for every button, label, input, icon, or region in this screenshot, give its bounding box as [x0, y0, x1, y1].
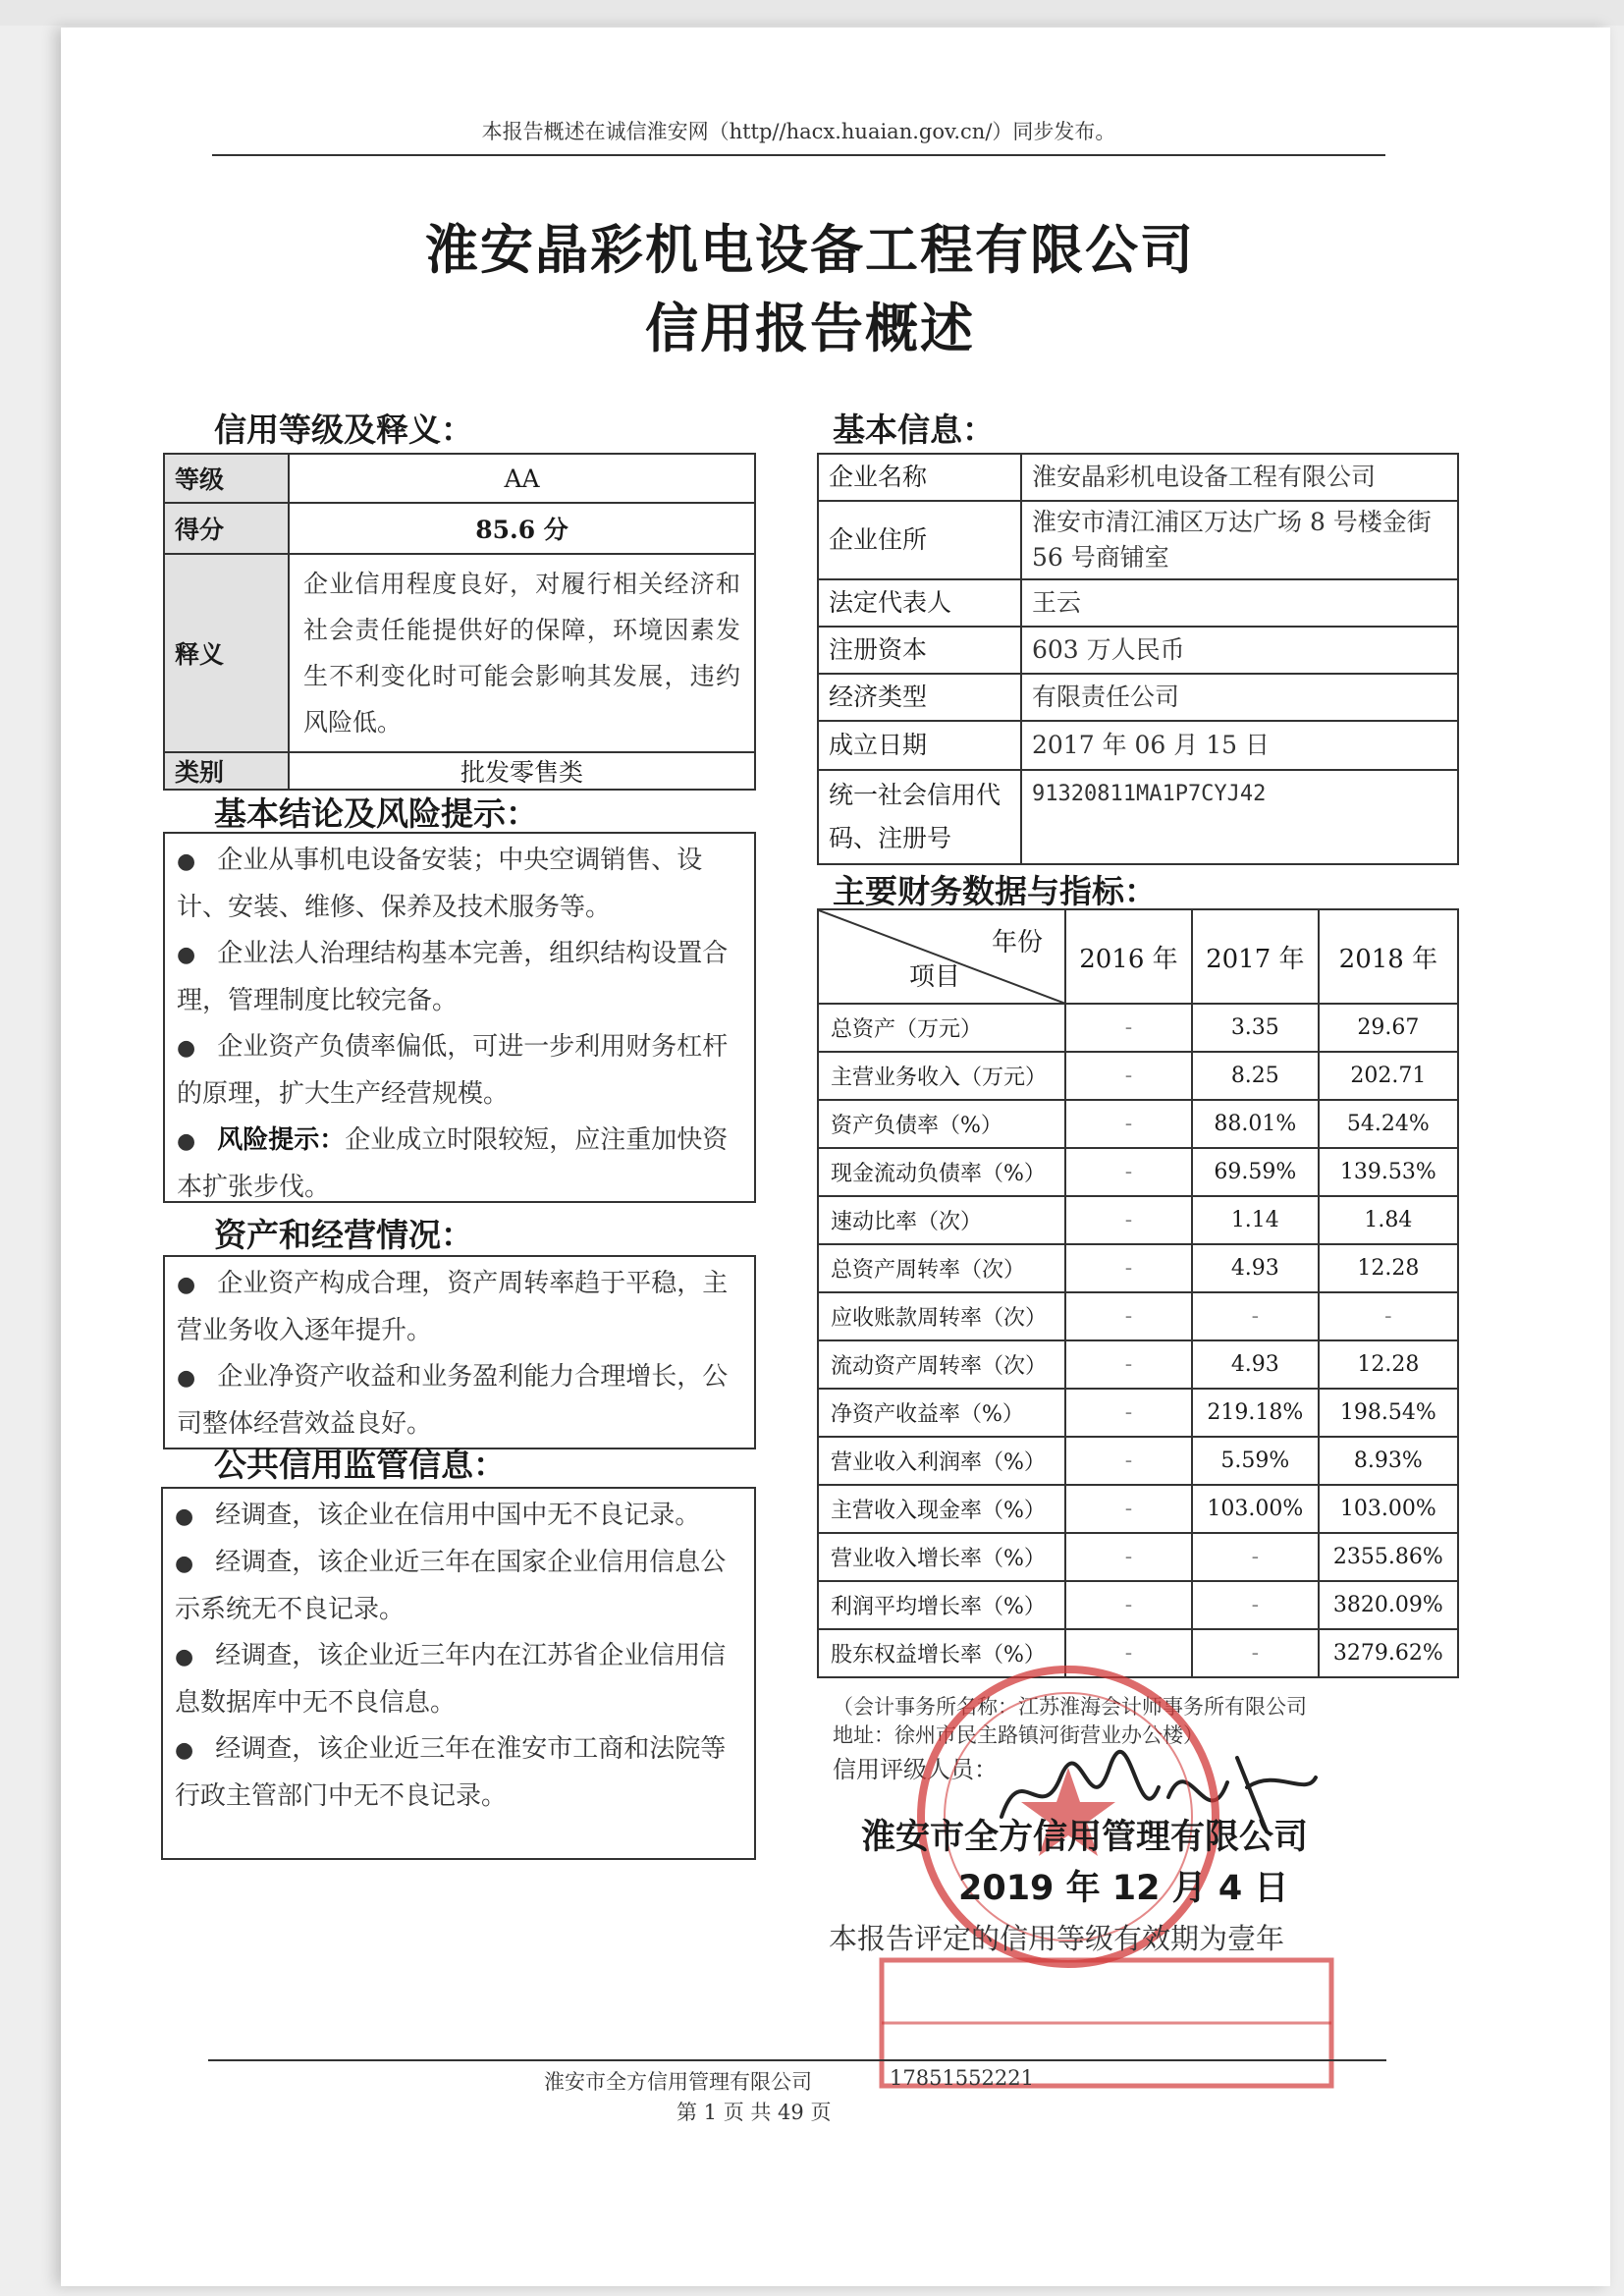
- basic-value: 淮安晶彩机电设备工程有限公司: [1021, 454, 1458, 501]
- basic-key: 统一社会信用代码、注册号: [818, 770, 1021, 864]
- issue-date: 2019 年 12 月 4 日: [958, 1869, 1289, 1908]
- page-title-subtitle: 信用报告概述: [645, 298, 975, 359]
- list-item: ● 经调查，该企业近三年在淮安市工商和法院等行政主管部门中无不良记录。: [175, 1734, 727, 1811]
- finance-item: 资产负债率（%）: [818, 1100, 1065, 1148]
- finance-value: 4.93: [1192, 1244, 1319, 1292]
- year-header: 2017 年: [1192, 909, 1319, 1004]
- category-value: 批发零售类: [289, 752, 755, 790]
- finance-value: 8.25: [1192, 1052, 1319, 1100]
- rater-label: 信用评级人员：: [833, 1756, 998, 1783]
- finance-value: 12.28: [1319, 1340, 1458, 1389]
- table-row: [818, 1148, 1458, 1196]
- finance-value: -: [1065, 1485, 1192, 1533]
- footer-divider: [208, 2059, 1386, 2061]
- finance-value: 1.84: [1319, 1196, 1458, 1244]
- scan-top-edge: [0, 0, 1624, 26]
- finance-heading: 主要财务数据与指标：: [833, 872, 1157, 910]
- basic-key: 企业名称: [818, 454, 1021, 501]
- finance-value: 29.67: [1319, 1004, 1458, 1052]
- bullet-icon: ●: [177, 942, 196, 967]
- finance-table: [817, 908, 1459, 1678]
- basic-heading: 基本信息：: [833, 410, 995, 449]
- score-label: 得分: [164, 503, 289, 554]
- table-row: [818, 1052, 1458, 1100]
- finance-value: -: [1192, 1581, 1319, 1629]
- table-row: [818, 1533, 1458, 1581]
- header-note: 本报告概述在诚信淮安网（http//hacx.huaian.gov.cn/）同步发布。: [481, 120, 1116, 143]
- finance-value: 202.71: [1319, 1052, 1458, 1100]
- category-label: 类别: [164, 752, 289, 790]
- bullet-icon: ●: [175, 1551, 194, 1576]
- finance-value: 69.59%: [1192, 1148, 1319, 1196]
- table-row: [818, 1389, 1458, 1437]
- table-row: [818, 1292, 1458, 1340]
- credit-grade-table: [163, 453, 756, 791]
- finance-value: 5.59%: [1192, 1437, 1319, 1485]
- finance-value: 12.28: [1319, 1244, 1458, 1292]
- grade-value: AA: [289, 454, 755, 503]
- finance-value: 8.93%: [1319, 1437, 1458, 1485]
- header-divider: [212, 154, 1385, 156]
- table-row: [818, 1196, 1458, 1244]
- finance-item: 股东权益增长率（%）: [818, 1629, 1065, 1677]
- conclusion-heading: 基本结论及风险提示：: [214, 794, 538, 833]
- finance-item: 总资产（万元）: [818, 1004, 1065, 1052]
- finance-item: 主营收入现金率（%）: [818, 1485, 1065, 1533]
- supervision-box: [161, 1487, 756, 1860]
- year-header: 2018 年: [1319, 909, 1458, 1004]
- corner-year-label: 年份: [991, 928, 1043, 957]
- basic-value: 淮安市清江浦区万达广场 8 号楼金街 56 号商铺室: [1021, 501, 1458, 579]
- validity-note: 本报告评定的信用等级有效期为壹年: [829, 1922, 1285, 1955]
- bullet-icon: ●: [177, 1035, 196, 1061]
- table-row: [818, 1581, 1458, 1629]
- finance-value: -: [1065, 1340, 1192, 1389]
- operations-box: [163, 1255, 756, 1449]
- finance-value: -: [1065, 1389, 1192, 1437]
- finance-value: -: [1065, 1533, 1192, 1581]
- finance-value: 198.54%: [1319, 1389, 1458, 1437]
- finance-value: -: [1065, 1004, 1192, 1052]
- basic-info-table: [817, 453, 1459, 865]
- basic-key: 法定代表人: [818, 579, 1021, 627]
- list-item: ● 经调查，该企业在信用中国中无不良记录。: [175, 1501, 701, 1530]
- finance-value: -: [1319, 1292, 1458, 1340]
- finance-item: 应收账款周转率（次）: [818, 1292, 1065, 1340]
- bullet-icon: ●: [177, 1272, 196, 1297]
- basic-key: 经济类型: [818, 674, 1021, 721]
- finance-value: 88.01%: [1192, 1100, 1319, 1148]
- basic-value: 有限责任公司: [1021, 674, 1458, 721]
- finance-value: -: [1065, 1196, 1192, 1244]
- score-value: 85.6 分: [289, 503, 755, 554]
- finance-value: -: [1065, 1629, 1192, 1677]
- finance-value: 103.00%: [1319, 1485, 1458, 1533]
- finance-value: -: [1065, 1581, 1192, 1629]
- supervision-heading: 公共信用监管信息：: [214, 1446, 506, 1484]
- list-item: ● 风险提示：企业成立时限较短，应注重加快资本扩张步伐。: [177, 1125, 729, 1202]
- finance-value: -: [1065, 1244, 1192, 1292]
- address-note: 地址：徐州市民主路镇河街营业办公楼）: [833, 1723, 1204, 1747]
- finance-value: 3820.09%: [1319, 1581, 1458, 1629]
- bullet-icon: ●: [175, 1644, 194, 1669]
- basic-value: 91320811MA1P7CYJ42: [1021, 770, 1458, 864]
- finance-item: 净资产收益率（%）: [818, 1389, 1065, 1437]
- finance-item: 总资产周转率（次）: [818, 1244, 1065, 1292]
- list-item: ● 企业资产构成合理，资产周转率趋于平稳，主营业务收入逐年提升。: [177, 1269, 729, 1345]
- bullet-icon: ●: [177, 1365, 196, 1391]
- list-item: ● 企业从事机电设备安装；中央空调销售、设计、安装、维修、保养及技术服务等。: [177, 846, 703, 922]
- basic-value: 王云: [1021, 579, 1458, 627]
- table-row: [818, 1485, 1458, 1533]
- basic-key: 注册资本: [818, 627, 1021, 674]
- table-row: [818, 1100, 1458, 1148]
- corner-item-label: 项目: [909, 962, 961, 992]
- basic-value: 2017 年 06 月 15 日: [1021, 721, 1458, 770]
- finance-value: 103.00%: [1192, 1485, 1319, 1533]
- finance-value: 3279.62%: [1319, 1629, 1458, 1677]
- finance-value: -: [1065, 1437, 1192, 1485]
- finance-value: -: [1065, 1292, 1192, 1340]
- finance-item: 主营业务收入（万元）: [818, 1052, 1065, 1100]
- finance-value: 2355.86%: [1319, 1533, 1458, 1581]
- finance-value: -: [1065, 1100, 1192, 1148]
- basic-key: 成立日期: [818, 721, 1021, 770]
- basic-value: 603 万人民币: [1021, 627, 1458, 674]
- desc-value: 企业信用程度良好，对履行相关经济和社会责任能提供好的保障，环境因素发生不利变化时可能会影响其发展，违约风险低。: [289, 554, 755, 752]
- year-header: 2016 年: [1065, 909, 1192, 1004]
- credit-heading: 信用等级及释义：: [214, 410, 473, 449]
- list-item: ● 企业净资产收益和业务盈利能力合理增长，公司整体经营效益良好。: [177, 1362, 729, 1439]
- bullet-icon: ●: [175, 1503, 194, 1529]
- footer-phone: 17851552221: [890, 2066, 1034, 2090]
- finance-item: 营业收入增长率（%）: [818, 1533, 1065, 1581]
- bullet-icon: ●: [175, 1737, 194, 1763]
- finance-value: -: [1192, 1292, 1319, 1340]
- table-row: [818, 1437, 1458, 1485]
- finance-value: -: [1192, 1629, 1319, 1677]
- grade-label: 等级: [164, 454, 289, 503]
- bullet-icon: ●: [177, 848, 196, 874]
- finance-value: 219.18%: [1192, 1389, 1319, 1437]
- finance-value: 1.14: [1192, 1196, 1319, 1244]
- table-row: [818, 1244, 1458, 1292]
- finance-item: 现金流动负债率（%）: [818, 1148, 1065, 1196]
- bullet-icon: ●: [177, 1128, 196, 1154]
- finance-value: -: [1065, 1052, 1192, 1100]
- finance-value: -: [1065, 1148, 1192, 1196]
- finance-value: 3.35: [1192, 1004, 1319, 1052]
- list-item: ● 企业法人治理结构基本完善，组织结构设置合理，管理制度比较完备。: [177, 939, 729, 1015]
- issuer-name: 淮安市全方信用管理有限公司: [861, 1818, 1309, 1857]
- finance-value: 139.53%: [1319, 1148, 1458, 1196]
- table-row: [818, 1340, 1458, 1389]
- finance-value: 54.24%: [1319, 1100, 1458, 1148]
- desc-label: 释义: [164, 554, 289, 752]
- list-item: ● 经调查，该企业近三年在国家企业信用信息公示系统无不良记录。: [175, 1548, 727, 1624]
- finance-item: 速动比率（次）: [818, 1196, 1065, 1244]
- finance-item: 利润平均增长率（%）: [818, 1581, 1065, 1629]
- footer-page: 第 1 页 共 49 页: [677, 2101, 832, 2124]
- table-row: [818, 1004, 1458, 1052]
- list-item: ● 经调查，该企业近三年内在江苏省企业信用信息数据库中无不良信息。: [175, 1641, 727, 1718]
- list-item: ● 企业资产负债率偏低，可进一步利用财务杠杆的原理，扩大生产经营规模。: [177, 1032, 729, 1109]
- accounting-firm-note: （会计事务所名称：江苏淮海会计师事务所有限公司: [833, 1695, 1307, 1719]
- operations-heading: 资产和经营情况：: [214, 1216, 473, 1254]
- finance-value: -: [1192, 1533, 1319, 1581]
- basic-key: 企业住所: [818, 501, 1021, 579]
- footer-company: 淮安市全方信用管理有限公司: [544, 2070, 812, 2094]
- finance-item: 流动资产周转率（次）: [818, 1340, 1065, 1389]
- finance-corner-cell: [818, 909, 1065, 1004]
- finance-item: 营业收入利润率（%）: [818, 1437, 1065, 1485]
- page-title-company: 淮安晶彩机电设备工程有限公司: [425, 219, 1195, 281]
- conclusion-box: [163, 832, 756, 1203]
- finance-value: 4.93: [1192, 1340, 1319, 1389]
